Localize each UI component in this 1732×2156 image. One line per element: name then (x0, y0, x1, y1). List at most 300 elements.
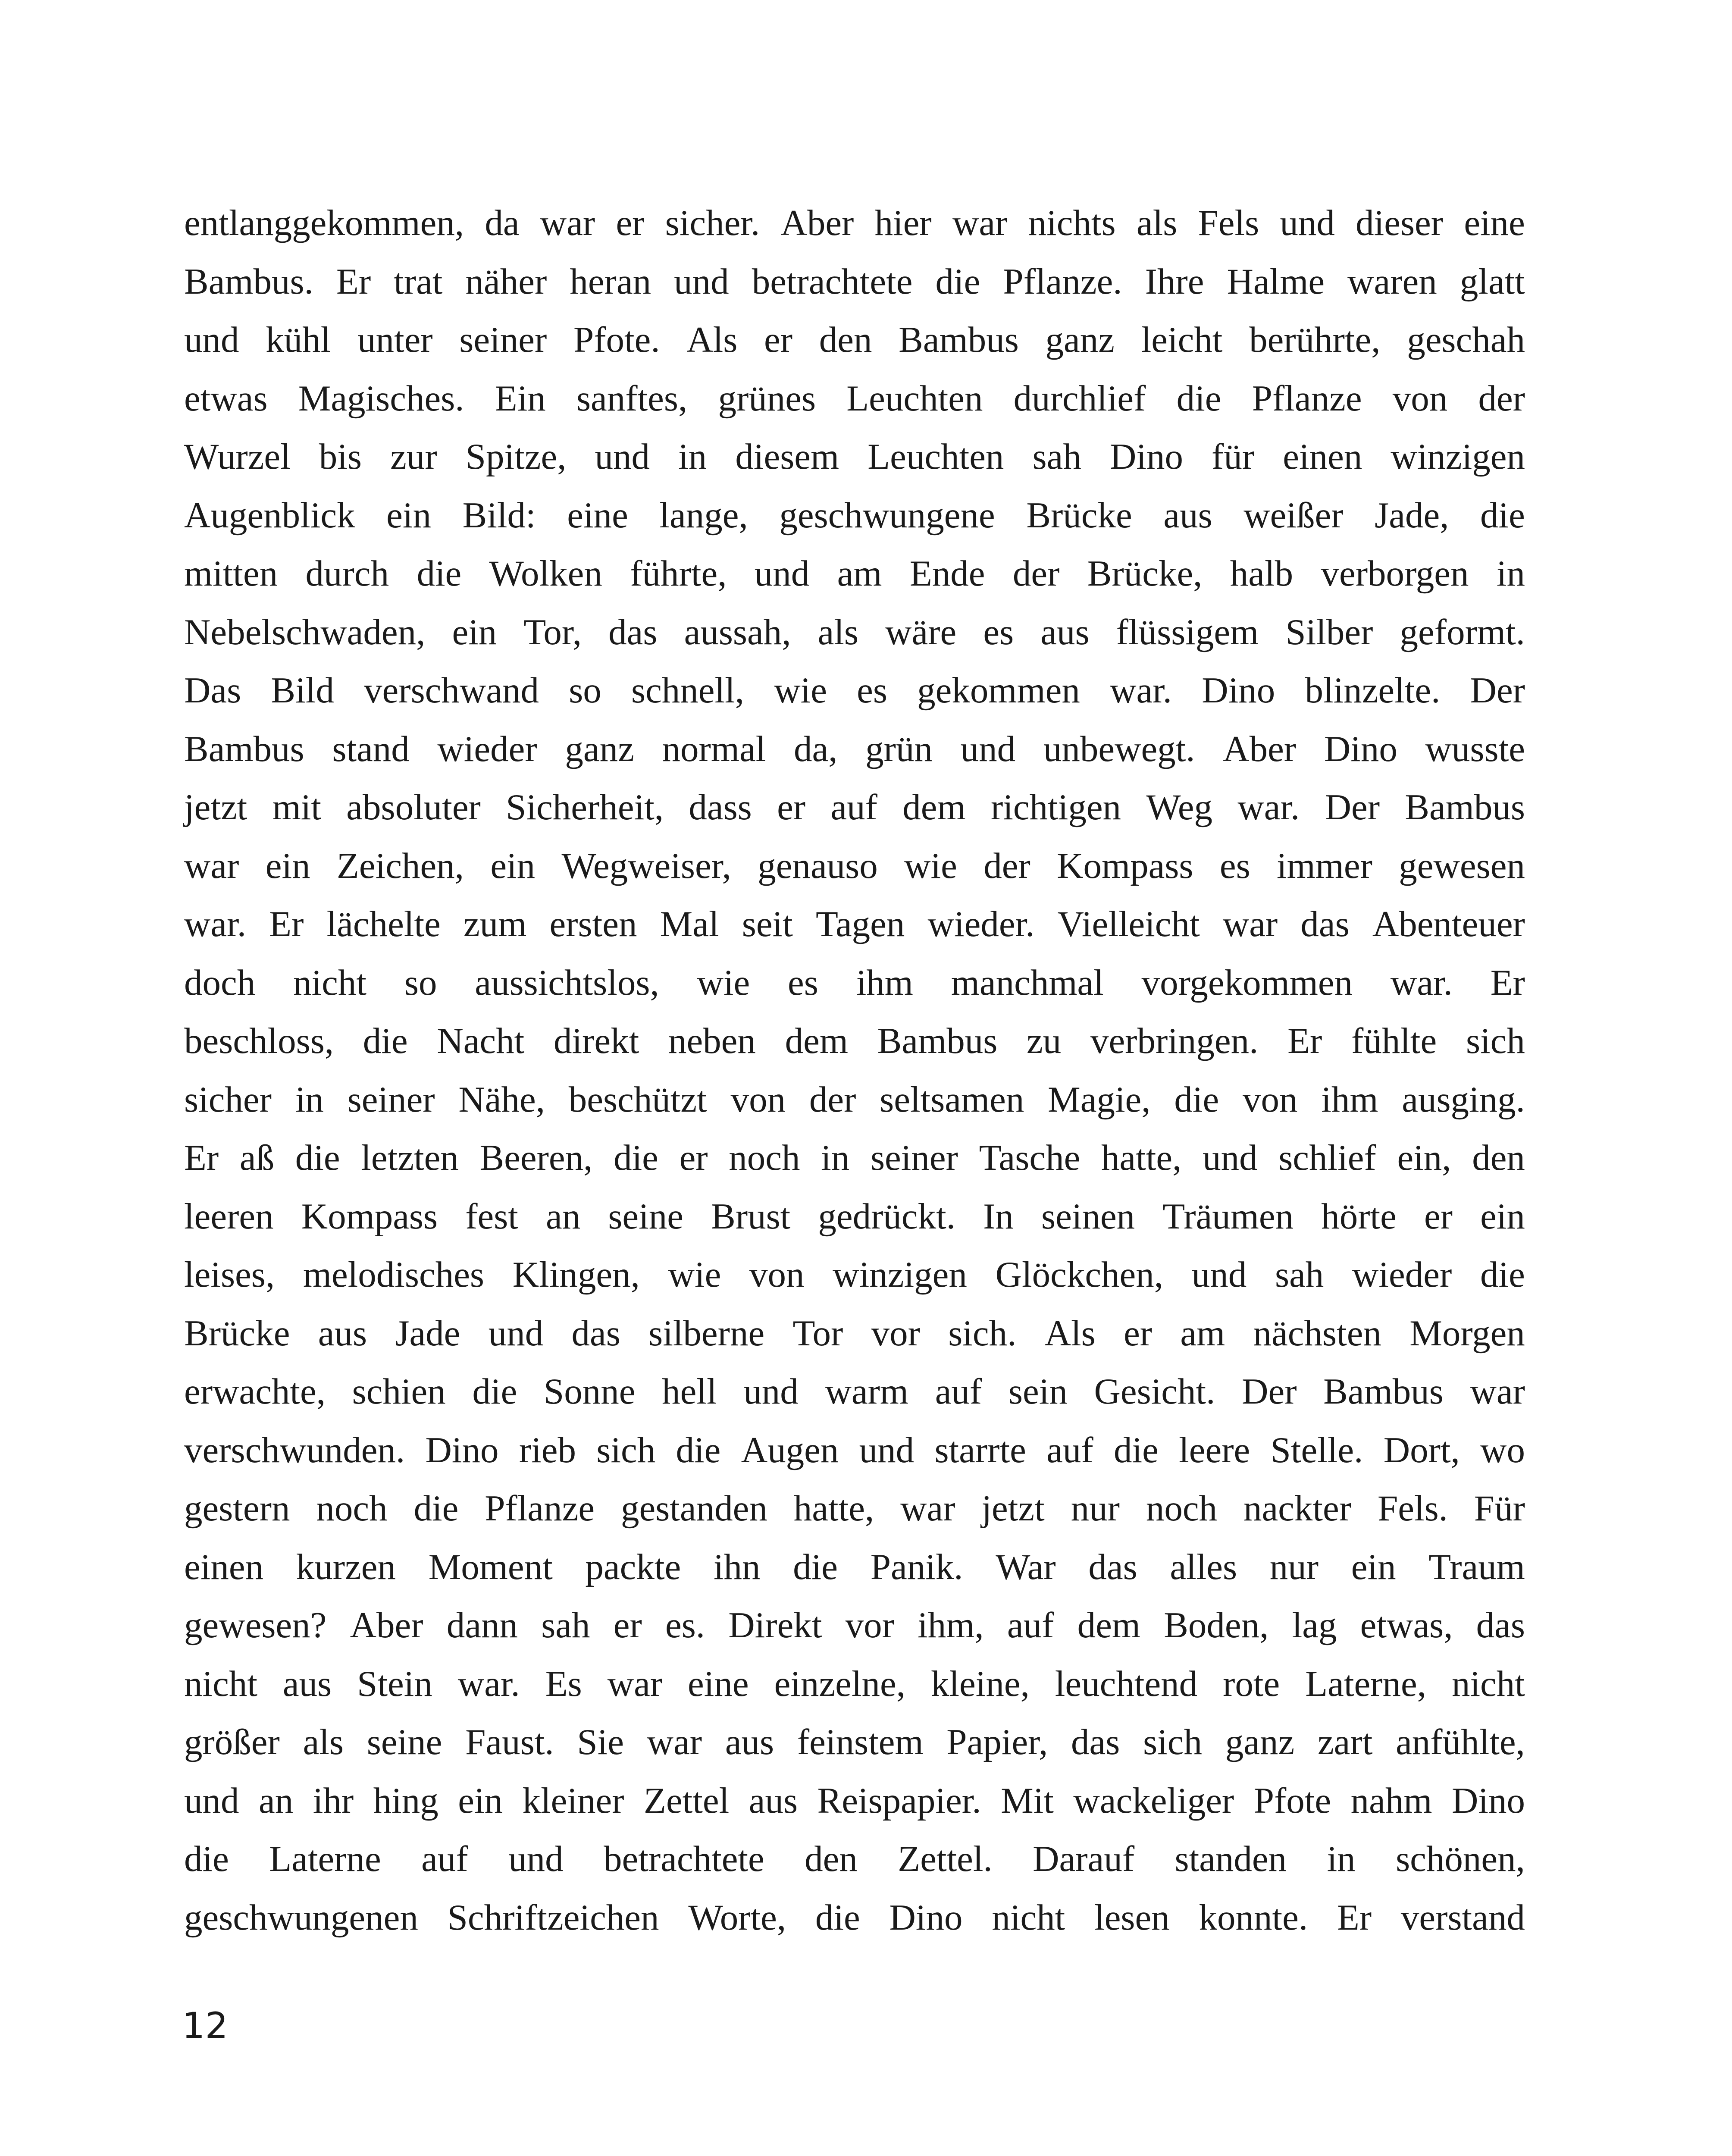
word: eine (1464, 203, 1525, 243)
word: Brücke (1026, 495, 1132, 536)
word: der (1478, 378, 1525, 419)
word: als (303, 1722, 344, 1762)
word: manchmal (951, 962, 1104, 1003)
word: In (983, 1196, 1014, 1237)
word: Kompass (1057, 845, 1193, 886)
word: kurzen (296, 1546, 396, 1587)
word: Klingen, (512, 1254, 640, 1295)
word: Pflanze (485, 1488, 595, 1529)
word: ausging. (1402, 1079, 1525, 1120)
text-line-1 (184, 194, 1525, 253)
word: Tor (792, 1313, 843, 1354)
text-line-20 (184, 1304, 1525, 1363)
word: Direkt (728, 1605, 822, 1645)
word: Jade, (1375, 495, 1449, 536)
word: die (1480, 1254, 1525, 1295)
word: er (764, 320, 793, 360)
text-line-18 (184, 1188, 1525, 1246)
word: leere (1179, 1429, 1250, 1470)
word: war. (1237, 787, 1300, 827)
word: Panik. (870, 1546, 963, 1587)
word: war. (457, 1663, 520, 1704)
word: seiner (459, 320, 547, 360)
text-line-8 (184, 603, 1525, 662)
word: auf (830, 787, 877, 827)
word: hing (373, 1780, 438, 1821)
word: da, (793, 728, 838, 769)
word: wieder (1352, 1254, 1452, 1295)
word: Tor, (523, 611, 582, 652)
word: direkt (553, 1021, 639, 1061)
word: so (404, 962, 437, 1003)
word: aus (1040, 611, 1090, 652)
word: Traum (1428, 1546, 1525, 1587)
word: Leuchten (868, 436, 1004, 477)
word: war. (184, 904, 246, 944)
word: größer (184, 1722, 280, 1762)
word: Dino (889, 1897, 963, 1938)
word: Bild: (462, 495, 536, 536)
word: war (184, 845, 239, 886)
word: eine (567, 495, 628, 536)
text-line-27 (184, 1713, 1525, 1772)
word: wackeliger (1073, 1780, 1234, 1821)
word: wie (697, 962, 750, 1003)
word: der (1012, 553, 1060, 594)
word: Sonne (543, 1371, 636, 1412)
word: das (1088, 1546, 1137, 1587)
word: grün (865, 728, 933, 769)
word: etwas, (1360, 1605, 1453, 1645)
word: Brücke (184, 1313, 290, 1354)
word: und (595, 436, 650, 477)
word: leeren (184, 1196, 274, 1237)
word: dem (1077, 1605, 1140, 1645)
word: verschwunden. (184, 1429, 405, 1470)
word: schlief (1278, 1138, 1376, 1178)
text-line-14 (184, 954, 1525, 1012)
word: Aber (1223, 728, 1297, 769)
text-line-21 (184, 1363, 1525, 1421)
word: und (859, 1429, 915, 1470)
word: fühlte (1351, 1021, 1437, 1061)
word: aussichtslos, (475, 962, 659, 1003)
word: gestern (184, 1488, 290, 1529)
word: war (1470, 1371, 1525, 1412)
word: stand (332, 728, 410, 769)
word: wie (904, 845, 957, 886)
word: schien (352, 1371, 446, 1412)
word: und (184, 1780, 239, 1821)
text-line-24 (184, 1538, 1525, 1597)
word: nackter (1243, 1488, 1352, 1529)
word: Worte, (688, 1897, 786, 1938)
word: war (952, 203, 1008, 243)
word: war (607, 1663, 663, 1704)
word: Er (336, 261, 371, 302)
word: war. (1390, 962, 1453, 1003)
word: und (488, 1313, 544, 1354)
word: Spitze, (465, 436, 567, 477)
word: trat (394, 261, 443, 302)
text-line-23 (184, 1479, 1525, 1538)
word: die (815, 1897, 860, 1938)
word: wieder (437, 728, 537, 769)
word: die (184, 1839, 229, 1879)
word: rieb (519, 1429, 576, 1470)
word: das (1476, 1605, 1525, 1645)
word: vor (871, 1313, 920, 1354)
word: wie (774, 670, 827, 711)
word: ein (386, 495, 432, 536)
word: Wegweiser, (561, 845, 731, 886)
word: seiner (347, 1079, 435, 1120)
word: letzten (361, 1138, 459, 1178)
word: nahm (1350, 1780, 1432, 1821)
word: noch (1146, 1488, 1218, 1529)
word: alles (1170, 1546, 1237, 1587)
word: Er (1337, 1897, 1372, 1938)
word: Bambus (899, 320, 1019, 360)
word: Als (1044, 1313, 1096, 1354)
word: ganz (565, 728, 634, 769)
word: normal (662, 728, 766, 769)
word: anfühlte, (1396, 1722, 1525, 1762)
text-line-7 (184, 545, 1525, 603)
word: vorgekommen (1141, 962, 1353, 1003)
word: geschah (1407, 320, 1525, 360)
word: rote (1223, 1663, 1280, 1704)
word: sich (596, 1429, 656, 1470)
word: nicht (992, 1897, 1065, 1938)
word: von (1242, 1079, 1298, 1120)
word: Jade (395, 1313, 460, 1354)
word: Fels (1198, 203, 1259, 243)
word: Brust (711, 1196, 791, 1237)
word: er (679, 1138, 708, 1178)
word: Für (1474, 1488, 1525, 1529)
word: genauso (758, 845, 878, 886)
word: sicher. (665, 203, 760, 243)
word: Der (1470, 670, 1525, 711)
word: verborgen (1321, 553, 1469, 594)
word: Abenteuer (1372, 904, 1525, 944)
word: Träumen (1162, 1196, 1294, 1237)
word: geformt. (1400, 611, 1525, 652)
word: Weg (1146, 787, 1213, 827)
word: unter (357, 320, 433, 360)
word: lesen (1094, 1897, 1170, 1938)
word: die (417, 553, 462, 594)
word: ein (452, 611, 497, 652)
word: war (540, 203, 595, 243)
text-line-19 (184, 1246, 1525, 1304)
word: schönen, (1396, 1839, 1525, 1879)
word: immer (1277, 845, 1372, 886)
word: die (935, 261, 980, 302)
word: ganz (1225, 1722, 1295, 1762)
word: gewesen? (184, 1605, 327, 1645)
word: Er (269, 904, 304, 944)
word: dass (689, 787, 752, 827)
word: jetzt (184, 787, 247, 827)
word: da (485, 203, 520, 243)
word: der (983, 845, 1030, 886)
word: erwachte, (184, 1371, 326, 1412)
word: seltsamen (880, 1079, 1024, 1120)
word: betrachtete (752, 261, 913, 302)
word: Moment (428, 1546, 553, 1587)
word: nächsten (1253, 1313, 1381, 1354)
word: leuchtend (1055, 1663, 1198, 1704)
word: doch (184, 962, 256, 1003)
text-line-9 (184, 661, 1525, 720)
word: Nebelschwaden, (184, 611, 426, 652)
word: unbewegt. (1043, 728, 1195, 769)
word: aus (749, 1780, 798, 1821)
text-line-16 (184, 1071, 1525, 1129)
word: war (647, 1722, 702, 1762)
word: wieder. (927, 904, 1035, 944)
word: nichts (1028, 203, 1116, 243)
word: das (1300, 904, 1350, 944)
word: Pfote (1253, 1780, 1331, 1821)
word: ihr (313, 1780, 354, 1821)
word: sanftes, (576, 378, 688, 419)
word: Tagen (815, 904, 905, 944)
word: grünes (718, 378, 816, 419)
word: Tasche (979, 1138, 1081, 1178)
word: Fels. (1377, 1488, 1448, 1529)
word: Bambus (877, 1021, 998, 1061)
word: ein (1480, 1196, 1525, 1237)
text-line-4 (184, 370, 1525, 428)
word: einzelne, (774, 1663, 905, 1704)
word: einen (184, 1546, 264, 1587)
word: er (777, 787, 806, 827)
word: Bild (271, 670, 334, 711)
word: geschwungenen (184, 1897, 418, 1938)
word: einen (1283, 436, 1362, 477)
word: und (1203, 1138, 1258, 1178)
word: schnell, (631, 670, 745, 711)
word: waren (1347, 261, 1437, 302)
text-line-29 (184, 1830, 1525, 1889)
word: war. (1110, 670, 1172, 711)
word: sicher (184, 1079, 272, 1120)
word: die (1114, 1429, 1159, 1470)
word: Brücke, (1087, 553, 1203, 594)
word: konnte. (1199, 1897, 1308, 1938)
word: ihm (1321, 1079, 1378, 1120)
word: nicht (1451, 1663, 1525, 1704)
word: Dino (1451, 1780, 1525, 1821)
word: halb (1230, 553, 1294, 594)
word: geschwungene (779, 495, 995, 536)
word: Aber (350, 1605, 423, 1645)
word: zur (390, 436, 437, 477)
word: er (1424, 1196, 1453, 1237)
word: leicht (1141, 320, 1223, 360)
word: auf (935, 1371, 982, 1412)
word: die (472, 1371, 517, 1412)
word: verstand (1400, 1897, 1525, 1938)
word: es (857, 670, 887, 711)
word: Der (1325, 787, 1380, 827)
word: vor (845, 1605, 894, 1645)
word: noch (316, 1488, 388, 1529)
word: in (295, 1079, 324, 1120)
word: von (730, 1079, 786, 1120)
word: kleine, (930, 1663, 1030, 1704)
word: es (788, 962, 818, 1003)
word: mit (272, 787, 321, 827)
word: den (819, 320, 872, 360)
word: Dino (1324, 728, 1397, 769)
word: lag (1292, 1605, 1337, 1645)
word: und (743, 1371, 799, 1412)
word: Magisches. (298, 378, 464, 419)
word: noch (729, 1138, 800, 1178)
word: Gesicht. (1094, 1371, 1215, 1412)
word: blinzelte. (1305, 670, 1441, 711)
word: dem (785, 1021, 848, 1061)
word: weißer (1243, 495, 1344, 536)
word: die (1174, 1079, 1219, 1120)
word: Magie, (1048, 1079, 1151, 1120)
text-line-25 (184, 1596, 1525, 1655)
word: Papier, (946, 1722, 1048, 1762)
word: sich (1143, 1722, 1202, 1762)
word: kleiner (522, 1780, 624, 1821)
word: ersten (549, 904, 637, 944)
word: Das (184, 670, 241, 711)
word: und (184, 320, 239, 360)
word: sein (1008, 1371, 1068, 1412)
word: von (749, 1254, 805, 1295)
word: dieser (1356, 203, 1444, 243)
text-line-22 (184, 1421, 1525, 1480)
word: flüssigem (1116, 611, 1259, 652)
word: die (614, 1138, 658, 1178)
word: bis (319, 436, 362, 477)
word: seine (366, 1722, 442, 1762)
word: auf (421, 1839, 468, 1879)
word: jetzt (981, 1488, 1045, 1529)
word: in (678, 436, 707, 477)
word: ganz (1045, 320, 1115, 360)
word: lächelte (326, 904, 441, 944)
word: Halme (1227, 261, 1325, 302)
word: beschloss, (184, 1021, 334, 1061)
word: Sie (577, 1722, 624, 1762)
word: nur (1071, 1488, 1120, 1529)
word: als (817, 611, 858, 652)
word: die (1176, 378, 1221, 419)
word: winzigen (833, 1254, 967, 1295)
word: Bambus (1323, 1371, 1444, 1412)
word: Zettel (644, 1780, 730, 1821)
word: er (613, 1605, 642, 1645)
word: Pflanze. (1003, 261, 1122, 302)
word: Schriftzeichen (447, 1897, 659, 1938)
word: Zettel. (898, 1839, 993, 1879)
word: die (295, 1138, 340, 1178)
word: aus (318, 1313, 367, 1354)
word: aß (239, 1138, 275, 1178)
word: betrachtete (603, 1839, 764, 1879)
word: sah (1032, 436, 1081, 477)
word: gewesen (1399, 845, 1525, 886)
word: von (1392, 378, 1448, 419)
word: Dino (425, 1429, 499, 1470)
word: Stein (357, 1663, 432, 1704)
word: seiner (870, 1138, 958, 1178)
text-line-3 (184, 311, 1525, 370)
word: Zeichen, (336, 845, 464, 886)
word: entlanggekommen, (184, 203, 464, 243)
word: Laterne, (1305, 1663, 1426, 1704)
word: die (1480, 495, 1525, 536)
word: und (674, 261, 729, 302)
word: näher (465, 261, 547, 302)
word: es (983, 611, 1014, 652)
word: lange, (659, 495, 748, 536)
word: durchlief (1013, 378, 1146, 419)
word: Pflanze (1252, 378, 1362, 419)
word: neben (668, 1021, 756, 1061)
word: in (821, 1138, 850, 1178)
word: ein (490, 845, 536, 886)
text-line-2 (184, 253, 1525, 311)
word: starrte (934, 1429, 1026, 1470)
word: absoluter (346, 787, 481, 827)
word: Ein (495, 378, 546, 419)
word: Silber (1285, 611, 1373, 652)
word: gestanden (621, 1488, 767, 1529)
word: Augenblick (184, 495, 355, 536)
word: aus (1163, 495, 1212, 536)
word: in (1327, 1839, 1356, 1879)
word: ihm (856, 962, 913, 1003)
text-line-10 (184, 720, 1525, 779)
page-number: 12 (182, 2005, 228, 2047)
word: Pfote. (573, 320, 660, 360)
word: und (754, 553, 810, 594)
word: wie (668, 1254, 721, 1295)
word: War (996, 1546, 1056, 1587)
word: aus (282, 1663, 332, 1704)
word: er (1124, 1313, 1153, 1354)
word: hörte (1321, 1196, 1397, 1237)
word: winzigen (1391, 436, 1525, 477)
word: Sicherheit, (506, 787, 664, 827)
word: Bambus (184, 728, 304, 769)
word: ein, (1397, 1138, 1451, 1178)
word: Stelle. (1270, 1429, 1363, 1470)
word: Mal (660, 904, 719, 944)
word: die (363, 1021, 408, 1061)
word: sich (1466, 1021, 1525, 1061)
word: den (1472, 1138, 1525, 1178)
word: sich. (948, 1313, 1017, 1354)
word: Kompass (301, 1196, 438, 1237)
word: standen (1175, 1839, 1287, 1879)
word: die (413, 1488, 459, 1529)
word: und (1280, 203, 1335, 243)
word: zu (1027, 1021, 1062, 1061)
word: Reispapier. (817, 1780, 981, 1821)
